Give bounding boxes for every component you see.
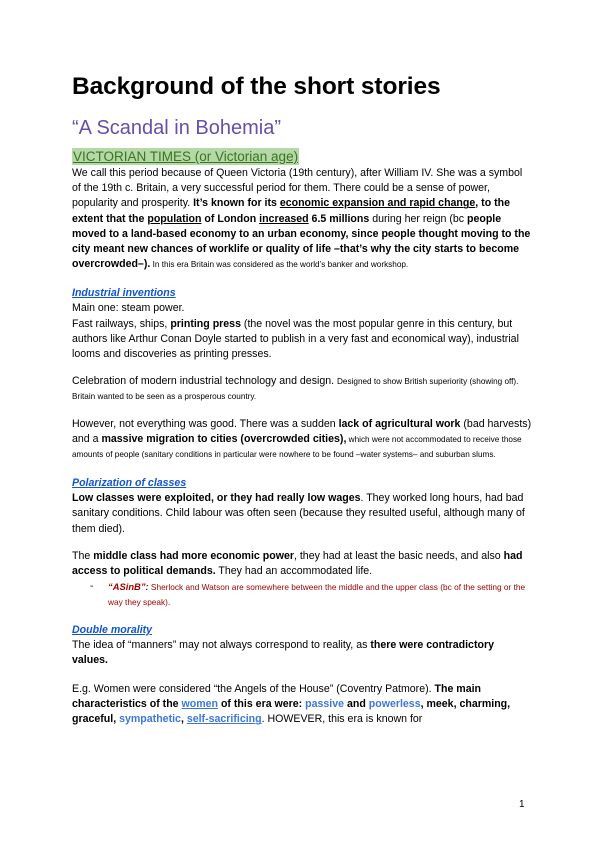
asinb-bullet: - “ASinB”: Sherlock and Watson are somewhere between the middle and the upper class (bc of the setting or the way they speak). <box>90 581 526 608</box>
polarization-paragraph-1: Low classes were exploited, or they had really low wages. They worked long hours, had bad sanitary conditions. Child labour was often seen (because they resulted useful, although many of them died). <box>72 492 525 535</box>
industrial-paragraph-2: Celebration of modern industrial technology and design. Designed to show British superiority (showing off). Britain wanted to be seen as a prosperous country. <box>72 375 519 402</box>
page-number: 1 <box>519 799 525 810</box>
heading-polarization-of-classes: Polarization of classes <box>72 477 187 490</box>
page-title: Background of the short stories <box>72 73 441 100</box>
industrial-paragraph-1: Fast railways, ships, printing press (the novel was the most popular genre in this century, but authors like Arthur Conan Doyle started to publish in a very fast and economical way), industrial looms and discoveries as printing presses. <box>72 317 519 361</box>
page-content <box>72 70 532 728</box>
morality-paragraph-1: The idea of “manners” may not always correspond to reality, as there were contradictory values. <box>72 638 494 666</box>
section-label-victorian-times: VICTORIAN TIMES (or Victorian age) <box>73 149 299 164</box>
industrial-line-1: Main one: steam power. <box>72 302 185 315</box>
intro-paragraph: We call this period because of Queen Victoria (19th century), after William IV. She was a symbol of the 19th c. Britain, a very successful period for them. There could be a sense of power, popularity and prosperity. It’s known for its economic expansion and rapid change, to the extent that the population of London increased 6.5 millions during her reign (bc people moved to a land-based economy to an urban economy, since people thought moving to the city meant new chances of worklife or quality of life –that’s why the city starts to become overcrowded–). In this era Britain was considered as the world’s banker and workshop. <box>72 167 531 271</box>
polarization-paragraph-2: The middle class had more economic power, they had at least the basic needs, and also had access to political demands. They had an accommodated life. <box>72 549 523 578</box>
story-title: “A Scandal in Bohemia” <box>72 117 282 139</box>
heading-double-morality: Double morality <box>72 623 153 636</box>
industrial-paragraph-3: However, not everything was good. There was a sudden lack of agricultural work (bad harvests) and a massive migration to cities (overcrowded cities), which were not accommodated to receive those amounts of people (sanitary conditions in particular were nowhere to be found –water systems– and suburban slums. <box>72 417 532 460</box>
heading-industrial-inventions: Industrial inventions <box>72 287 176 300</box>
morality-paragraph-2: E.g. Women were considered “the Angels of the House” (Coventry Patmore). The main characteristics of the women of this era were: passive and powerless, meek, charming, graceful, sympathetic, self-sacrificing. HOWEVER, this era is known for <box>72 683 511 726</box>
